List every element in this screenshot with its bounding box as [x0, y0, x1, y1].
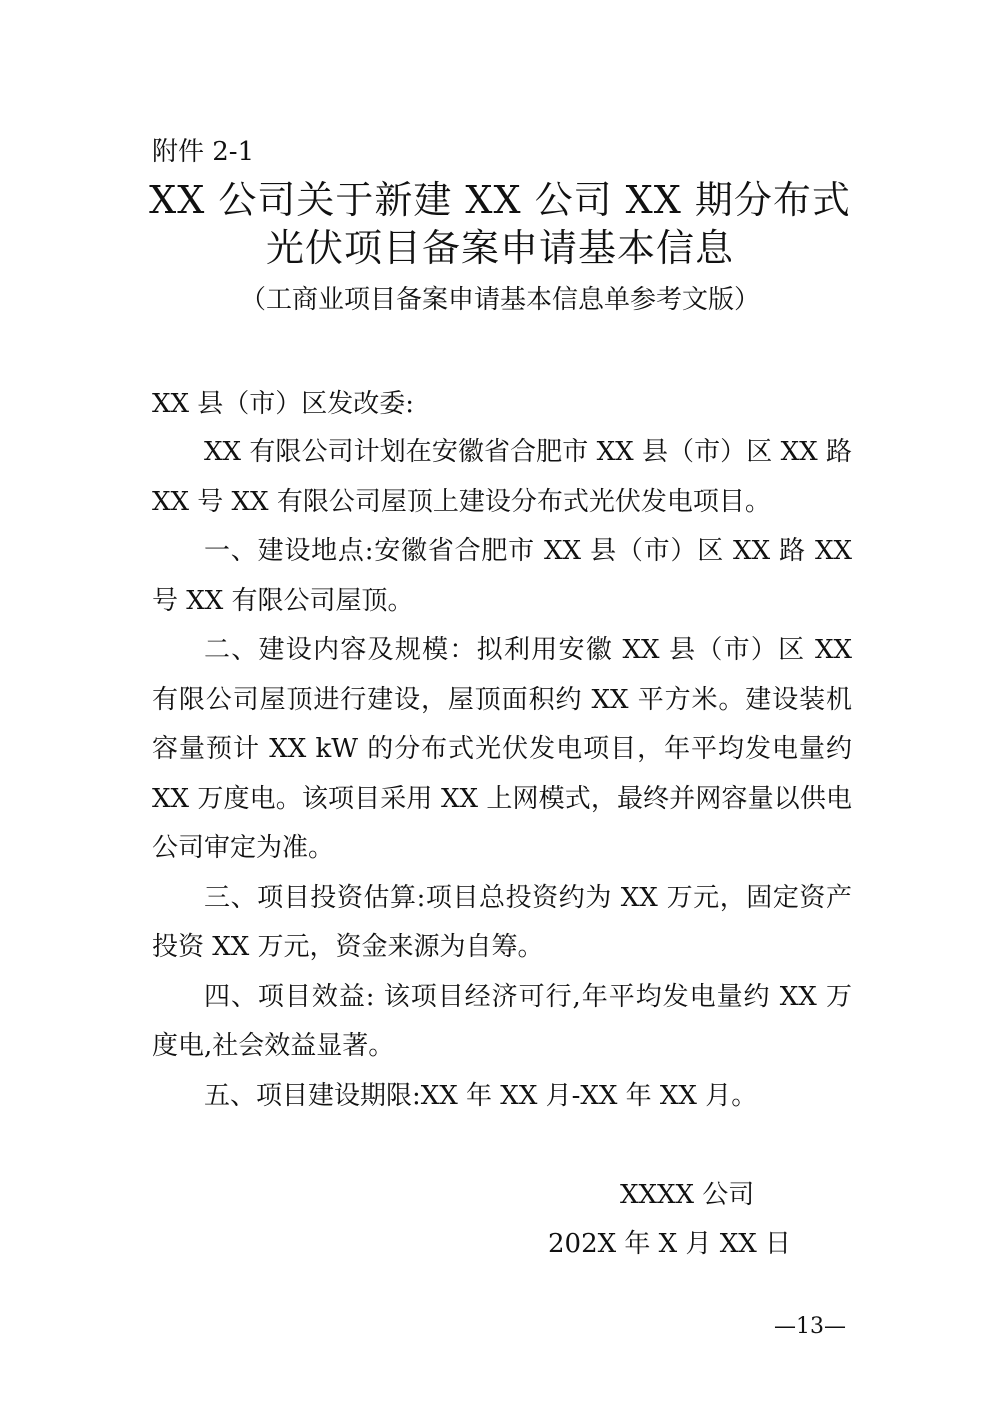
page-number: —13— [774, 1314, 846, 1339]
attachment-label: 附件 2-1 [152, 137, 255, 167]
paragraph-investment: 三、项目投资估算:项目总投资约为 XX 万元，固定资产投资 XX 万元，资金来源为自筹。 [152, 882, 852, 962]
addressee: XX 县（市）区发改委: [152, 389, 415, 419]
paragraph-intro: XX 有限公司计划在安徽省合肥市 XX 县（市）区 XX 路 XX 号 XX 有限公司屋顶上建设分布式光伏发电项目。 [152, 437, 852, 517]
paragraph-benefits: 四、项目效益: 该项目经济可行,年平均发电量约 XX 万度电,社会效益显著。 [152, 981, 852, 1061]
document-title-line-2: 光伏项目备案申请基本信息 [265, 226, 734, 270]
signature-date: 202X 年 X 月 XX 日 [548, 1229, 791, 1259]
signature-company: XXXX 公司 [620, 1180, 755, 1210]
paragraph-location: 一、建设地点:安徽省合肥市 XX 县（市）区 XX 路 XX 号 XX 有限公司屋顶。 [152, 536, 852, 616]
document-body [152, 428, 852, 1121]
paragraph-scale: 二、建设内容及规模：拟利用安徽 XX 县（市）区 XX 有限公司屋顶进行建设，屋顶面积约 XX 平方米。建设装机容量预计 XX kW 的分布式光伏发电项目，年平均发电量约 XX 万度电。该项目采用 XX 上网模式，最终并网容量以供电公司审定为准。 [152, 635, 852, 863]
document-subtitle: （工商业项目备案申请基本信息单参考文版） [239, 285, 760, 315]
document-title-line-1: XX 公司关于新建 XX 公司 XX 期分布式 [149, 178, 851, 222]
paragraph-schedule: 五、项目建设期限:XX 年 XX 月-XX 年 XX 月。 [204, 1080, 758, 1111]
